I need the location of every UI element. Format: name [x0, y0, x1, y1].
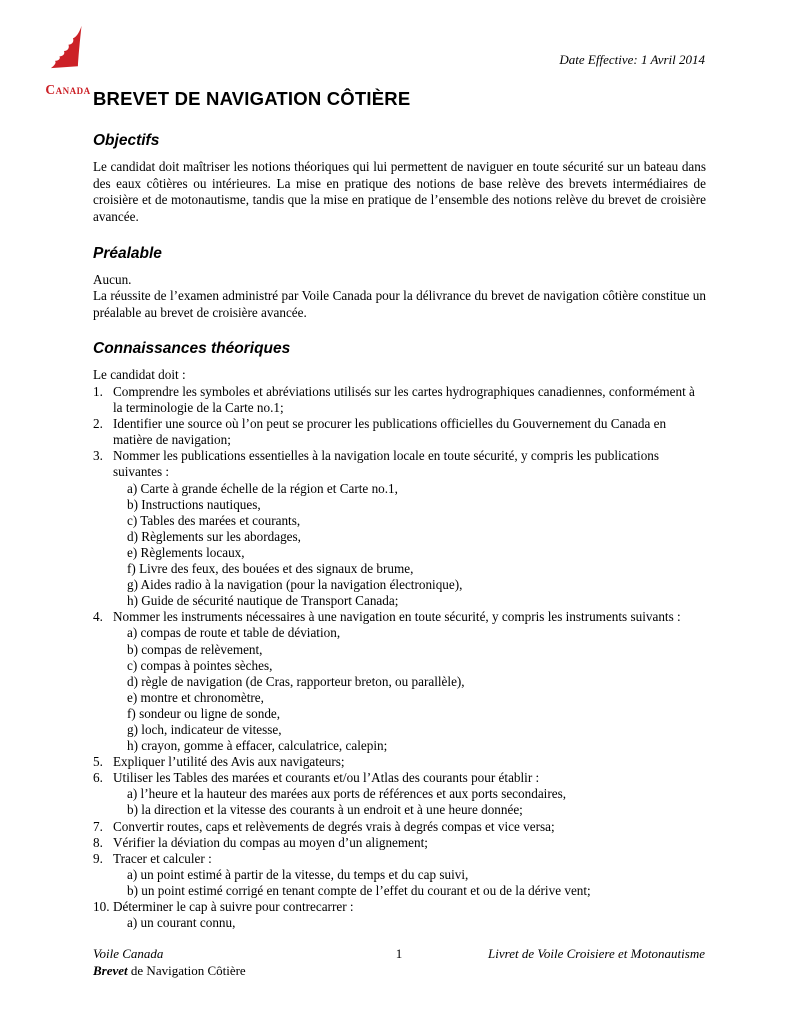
- list-subitem: f) Livre des feux, des bouées et des signaux de brume,: [127, 561, 414, 577]
- item-number: 3.: [93, 448, 103, 464]
- item-number: 2.: [93, 416, 103, 432]
- list-subitem: d) Règlements sur les abordages,: [127, 528, 301, 544]
- list-subitem: f) sondeur ou ligne de sonde,: [127, 705, 281, 721]
- list-subitem: e) montre et chronomètre,: [127, 689, 264, 705]
- list-subitem: g) Aides radio à la navigation (pour la navigation électronique),: [127, 577, 463, 593]
- list-item: [93, 609, 706, 625]
- footer-left: [93, 946, 369, 980]
- list-item: [93, 770, 706, 786]
- item-text: Vérifier la déviation du compas au moyen d’un alignement;: [113, 834, 428, 850]
- heading-connaissances: Connaissances théoriques: [93, 340, 291, 358]
- item-text: Nommer les instruments nécessaires à une navigation en toute sécurité, y compris les instruments suivants :: [113, 609, 681, 625]
- sail-maple-leaf-icon: [45, 65, 91, 82]
- list-subitem: b) la direction et la vitesse des courants à un endroit et à une heure donnée;: [127, 802, 523, 818]
- requirements-list: [93, 384, 706, 931]
- item-number: 10.: [93, 899, 110, 914]
- list-item: [93, 416, 706, 448]
- item-text: Tracer et calculer :: [113, 850, 212, 866]
- item-text: Comprendre les symboles et abréviations utilisés sur les cartes hydrographiques canadiennes, conformément à la terminologie de la Carte no.1;: [113, 384, 695, 416]
- list-item: [93, 448, 706, 480]
- list-subitem: c) compas à pointes sèches,: [127, 657, 273, 673]
- item-number: 5.: [93, 754, 103, 770]
- item-number: 8.: [93, 834, 103, 850]
- voile-canada-logo: [42, 24, 94, 98]
- list-item: [93, 835, 706, 851]
- logo-wordmark: Canada: [45, 82, 91, 97]
- item-number: 1.: [93, 384, 103, 399]
- footer-doc-name-rest: de Navigation Côtière: [127, 962, 246, 978]
- footer-org: Voile Canada: [93, 946, 164, 961]
- list-subitem: b) compas de relèvement,: [127, 641, 263, 657]
- heading-objectifs: Objectifs: [93, 132, 160, 149]
- list-item: [93, 819, 706, 835]
- footer-booklet-title: Livret de Voile Croisiere et Motonautisme: [488, 946, 705, 961]
- prealable-paragraph: La réussite de l’examen administré par Voile Canada pour la délivrance du brevet de navigation côtière constitue un préalable au brevet de croisière avancée.: [93, 288, 706, 320]
- page-title: BREVET DE NAVIGATION CÔTIÈRE: [93, 88, 411, 109]
- list-subitem: a) l’heure et la hauteur des marées aux ports de références et aux ports secondaires,: [127, 786, 567, 802]
- item-text: Nommer les publications essentielles à la navigation locale en toute sécurité, y compris les publications suivantes :: [113, 448, 660, 480]
- list-item: [93, 754, 706, 770]
- list-subitem: a) compas de route et table de déviation,: [127, 625, 341, 641]
- list-subitem: a) Carte à grande échelle de la région et Carte no.1,: [127, 480, 398, 496]
- item-text: Convertir routes, caps et relèvements de degrés vrais à degrés compas et vice versa;: [113, 818, 555, 834]
- list-subitem: h) Guide de sécurité nautique de Transport Canada;: [127, 593, 399, 609]
- item-text: Déterminer le cap à suivre pour contrecarrer :: [113, 899, 354, 914]
- heading-prealable: Préalable: [93, 244, 162, 262]
- list-subitem: b) Instructions nautiques,: [127, 496, 261, 512]
- list-subitem: a) un point estimé à partir de la vitesse, du temps et du cap suivi,: [127, 866, 469, 882]
- list-subitem: h) crayon, gomme à effacer, calculatrice, calepin;: [127, 738, 388, 754]
- item-number: 6.: [93, 770, 103, 786]
- footer-doc-name-bold: Brevet: [93, 962, 128, 978]
- list-subitem: d) règle de navigation (de Cras, rapporteur breton, ou parallèle),: [127, 673, 465, 689]
- list-subitem: c) Tables des marées et courants,: [127, 512, 301, 528]
- item-text: Identifier une source où l’on peut se procurer les publications officielles du Gouvernement du Canada en matière de navigation;: [113, 416, 667, 448]
- document-body: [93, 88, 706, 931]
- list-item: [93, 899, 706, 915]
- item-text: Utiliser les Tables des marées et courants et/ou l’Atlas des courants pour établir :: [113, 770, 540, 786]
- item-number: 4.: [93, 609, 103, 625]
- list-item: [93, 384, 706, 416]
- page-footer: [93, 946, 705, 980]
- item-text: Expliquer l’utilité des Avis aux navigateurs;: [113, 754, 345, 770]
- list-subitem: g) loch, indicateur de vitesse,: [127, 721, 282, 737]
- objectifs-paragraph: Le candidat doit maîtriser les notions théoriques qui lui permettent de naviguer en toute sécurité sur un bateau dans des eaux côtières ou intérieures. La mise en pratique des notions de base relève des brevets intermédiaires de croisière et de motonautisme, tandis que la mise en pratique de l’ensemble des notions relève du brevet de croisière avancée.: [93, 159, 706, 224]
- item-number: 9.: [93, 850, 103, 866]
- list-subitem: e) Règlements locaux,: [127, 544, 245, 560]
- connaissances-intro: Le candidat doit :: [93, 367, 186, 383]
- list-subitem: a) un courant connu,: [127, 915, 236, 931]
- list-subitem: b) un point estimé corrigé en tenant compte de l’effet du courant et ou de la dérive vent;: [127, 882, 591, 898]
- prealable-line1: Aucun.: [93, 271, 132, 287]
- effective-date: Date Effective: 1 Avril 2014: [559, 52, 705, 67]
- list-item: [93, 851, 706, 867]
- page-number: 1: [395, 946, 403, 961]
- item-number: 7.: [93, 818, 103, 834]
- footer-doc-name: [93, 963, 369, 980]
